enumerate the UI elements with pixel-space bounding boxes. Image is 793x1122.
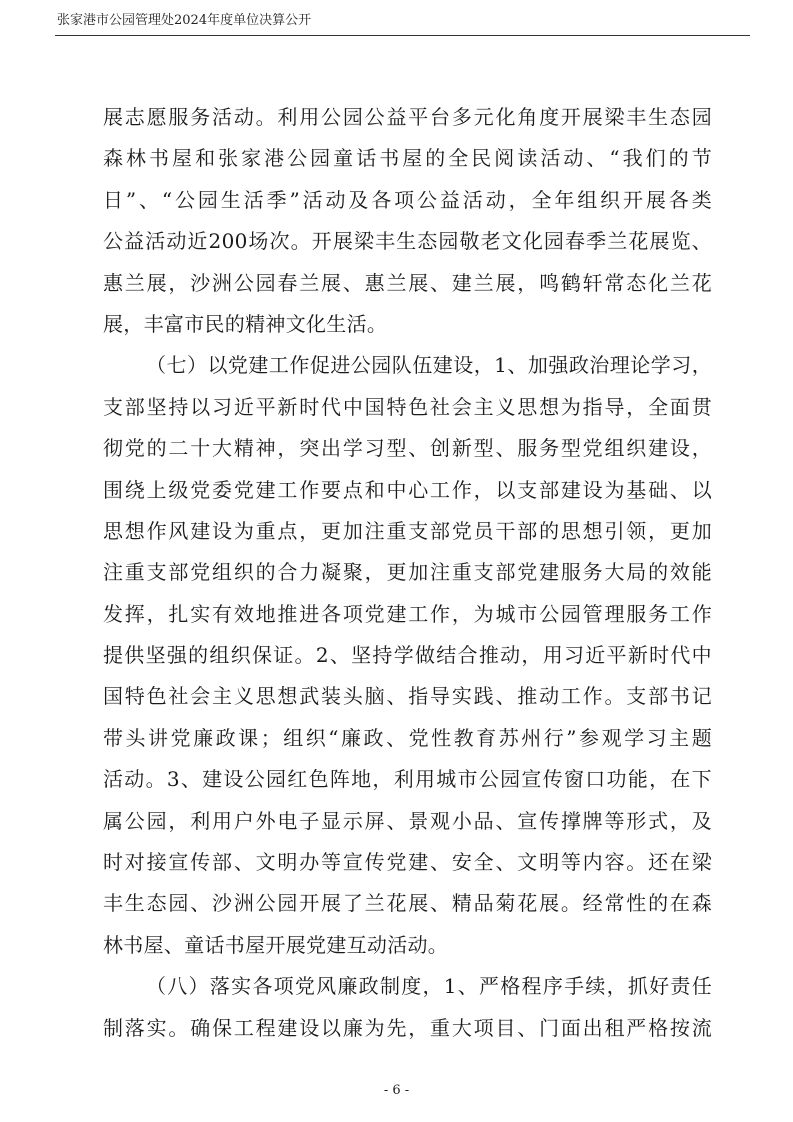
- paragraph-heading-line: （八）落实各项党风廉政制度，1、严格程序手续，抓好责任: [146, 974, 712, 999]
- body-line: 制落实。确保工程建设以廉为先，重大项目、门面出租严格按流: [103, 1015, 712, 1040]
- body-line: 日”、“公园生活季”活动及各项公益活动，全年组织开展各类: [103, 187, 712, 212]
- body-line: 森林书屋和张家港公园童话书屋的全民阅读活动、“我们的节: [103, 146, 712, 171]
- body-line: 带头讲党廉政课；组织“廉政、党性教育苏州行”参观学习主题: [103, 725, 712, 750]
- body-line: 林书屋、童话书屋开展党建互动活动。: [103, 932, 449, 957]
- body-line: 国特色社会主义思想武装头脑、指导实践、推动工作。支部书记: [103, 684, 712, 709]
- body-line: 围绕上级党委党建工作要点和中心工作，以支部建设为基础、以: [103, 477, 712, 502]
- body-line: 思想作风建设为重点，更加注重支部党员干部的思想引领，更加: [103, 518, 712, 543]
- body-line: 彻党的二十大精神，突出学习型、创新型、服务型党组织建设，: [103, 436, 712, 461]
- body-line: 发挥，扎实有效地推进各项党建工作，为城市公园管理服务工作: [103, 601, 712, 626]
- body-line: 公益活动近200场次。开展梁丰生态园敬老文化园春季兰花展览、: [103, 229, 712, 254]
- body-line: 展，丰富市民的精神文化生活。: [103, 311, 388, 336]
- body-line: 丰生态园、沙洲公园开展了兰花展、精品菊花展。经常性的在森: [103, 891, 712, 916]
- body-line: 属公园，利用户外电子显示屏、景观小品、宣传撑牌等形式，及: [103, 808, 712, 833]
- header-rule: [55, 35, 750, 36]
- body-line: 惠兰展，沙洲公园春兰展、惠兰展、建兰展，鸣鹤轩常态化兰花: [103, 270, 712, 295]
- document-body: [103, 97, 712, 1049]
- body-line: 支部坚持以习近平新时代中国特色社会主义思想为指导，全面贯: [103, 394, 712, 419]
- body-line: 活动。3、建设公园红色阵地，利用城市公园宣传窗口功能，在下: [103, 767, 712, 792]
- body-line: 注重支部党组织的合力凝聚，更加注重支部党建服务大局的效能: [103, 560, 712, 585]
- body-line: 提供坚强的组织保证。2、坚持学做结合推动，用习近平新时代中: [103, 643, 712, 668]
- body-line: 时对接宣传部、文明办等宣传党建、安全、文明等内容。还在梁: [103, 850, 712, 875]
- paragraph-heading-line: （七）以党建工作促进公园队伍建设，1、加强政治理论学习，: [146, 353, 712, 378]
- page-number: - 6 -: [383, 1083, 410, 1098]
- body-line: 展志愿服务活动。利用公园公益平台多元化角度开展梁丰生态园: [103, 105, 712, 129]
- header-title: 张家港市公园管理处2024年度单位决算公开: [57, 13, 312, 28]
